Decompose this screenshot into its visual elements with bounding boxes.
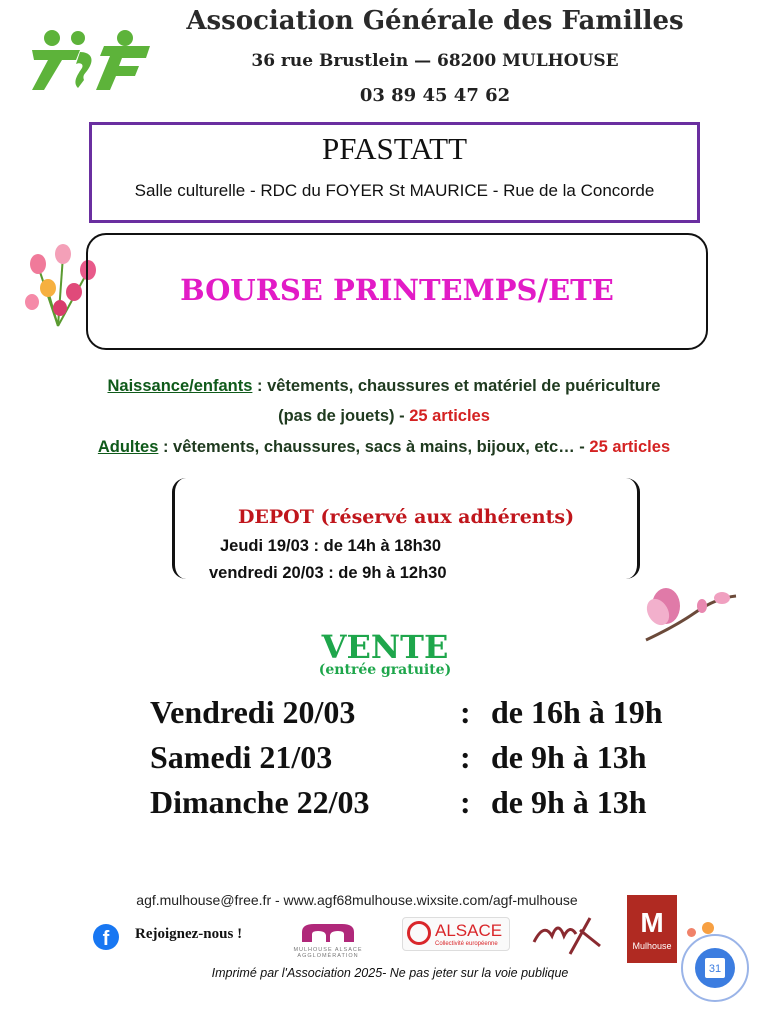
m2a-line1: MULHOUSE ALSACE — [293, 947, 363, 953]
schedule-day: Samedi 21/03 — [150, 739, 333, 775]
children-line-2 — [0, 407, 768, 426]
location-box — [89, 122, 700, 223]
location-venue: Salle culturelle - RDC du FOYER St MAURICE - Rue de la Concorde — [134, 181, 655, 200]
association-address: 36 rue Brustlein — 68200 MULHOUSE — [251, 51, 619, 71]
agf-logo — [30, 28, 152, 92]
join-us-link[interactable]: Rejoignez-nous ! — [135, 926, 243, 942]
m2a-line2: AGGLOMÉRATION — [297, 953, 359, 959]
children-text: : vêtements, chaussures et matériel de puériculture — [252, 377, 661, 395]
association-title: Association Générale des Familles — [186, 6, 684, 36]
adults-line — [0, 438, 768, 457]
alsace-logo — [402, 917, 510, 951]
vente-title: VENTE — [321, 628, 449, 666]
schedule-sep: : — [460, 739, 471, 775]
contact-line: agf.mulhouse@free.fr - www.agf68mulhouse.wixsite.com/agf-mulhouse — [136, 892, 578, 908]
schedule-sep: : — [460, 784, 471, 820]
children-count: 25 articles — [409, 407, 490, 425]
depot-line: Jeudi 19/03 : de 14h à 18h30 — [220, 537, 442, 555]
depot-line: vendredi 20/03 : de 9h à 12h30 — [209, 564, 447, 582]
association-phone: 03 89 45 47 62 — [359, 85, 511, 106]
m2a-logo — [288, 922, 368, 962]
depot-box — [172, 478, 640, 582]
schedule-time: de 9h à 13h — [491, 784, 647, 820]
printed-notice: Imprimé par l'Association 2025- Ne pas jeter sur la voie publique — [211, 966, 569, 980]
location-city: PFASTATT — [321, 131, 468, 166]
mulhouse-text: Mulhouse — [632, 941, 672, 951]
adults-count: 25 articles — [589, 438, 671, 456]
facebook-icon[interactable]: f — [93, 924, 119, 950]
mulhouse-logo: M Mulhouse — [627, 895, 677, 963]
adults-text: : vêtements, chaussures, sacs à mains, bijoux, etc… - — [158, 438, 590, 456]
vente-subtitle: (entrée gratuite) — [318, 662, 452, 678]
schedule-sep: : — [460, 694, 471, 730]
alsace-text: ALSACE — [435, 921, 503, 940]
children-line — [0, 377, 768, 396]
schedule-time: de 16h à 19h — [491, 694, 663, 730]
schedule-day: Vendredi 20/03 — [150, 694, 356, 730]
calendar-day: 31 — [705, 958, 725, 978]
event-box — [86, 233, 708, 350]
udaf-logo — [530, 916, 604, 956]
schedule-time: de 9h à 13h — [491, 739, 647, 775]
children-label: Naissance/enfants — [107, 377, 253, 395]
alsace-sub: Collectivité européenne — [435, 941, 498, 947]
event-title: BOURSE PRINTEMPS/ETE — [180, 273, 614, 307]
adults-label: Adultes — [97, 438, 159, 456]
depot-title: DEPOT (réservé aux adhérents) — [237, 506, 575, 528]
schedule-day: Dimanche 22/03 — [150, 784, 370, 820]
children-text-2: (pas de jouets) - — [278, 407, 410, 425]
